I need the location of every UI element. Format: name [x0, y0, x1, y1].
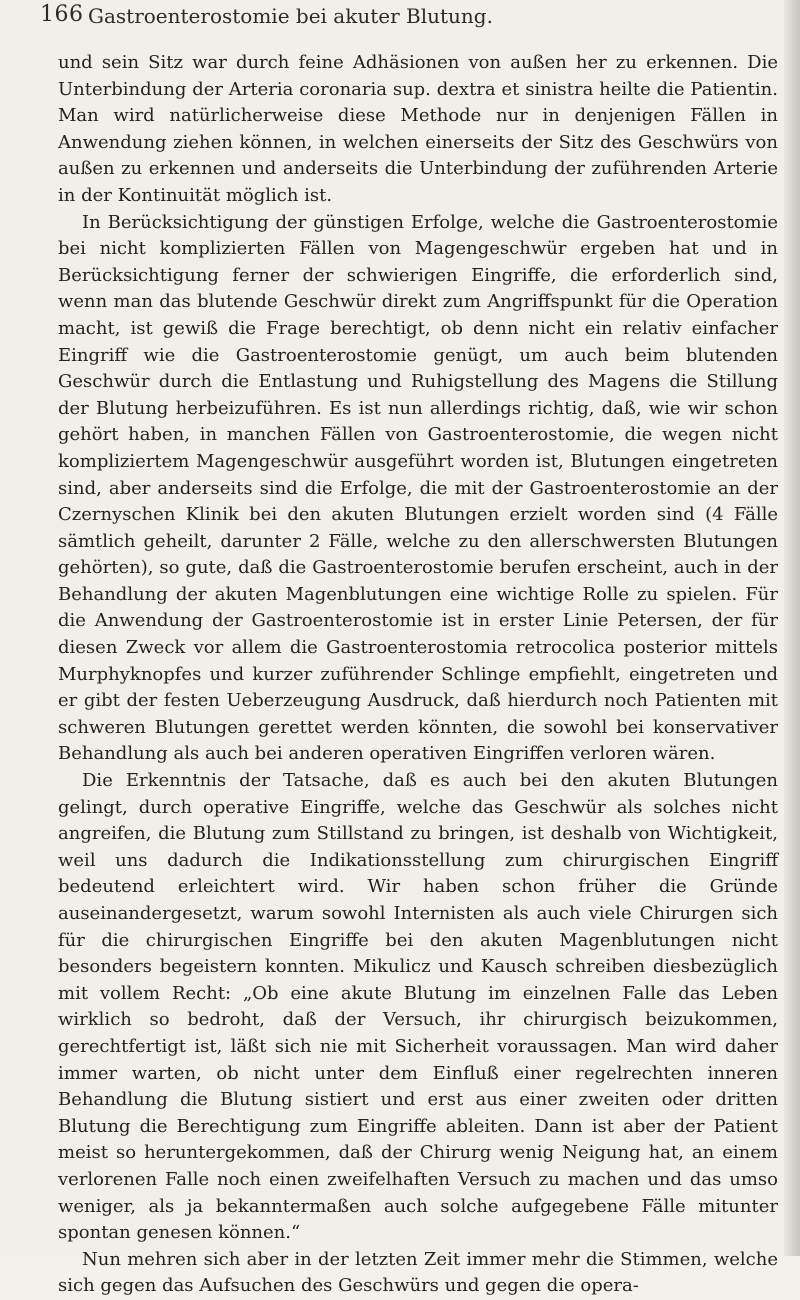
paragraph: und sein Sitz war durch feine Adhäsionen von außen her zu erkennen. Die Unterbindung der Arteria coronaria sup. dextra et sinistra heilte die Patientin. Man wird natürlicherweise diese Methode nur in denjenigen Fällen in Anwendung ziehen können, in welchen einerseits der Sitz des Geschwürs von außen zu erkennen und anderseits die Unterbindung der zuführenden Arterie in der Kontinuität möglich ist.: [58, 52, 778, 206]
running-title: Gastroenterostomie bei akuter Blutung.: [88, 4, 493, 28]
page-edge-shadow: [784, 0, 800, 1256]
paragraph: In Berücksichtigung der günstigen Erfolge, welche die Gastroenterostomie bei nicht komplizierten Fällen von Magengeschwür ergeben hat und in Berücksichtigung ferner der schwierigen Eingriffe, die erforderlich sind, wenn man das blutende Geschwür direkt zum Angriffspunkt für die Operation macht, ist gewiß die Frage berechtigt, ob denn nicht ein relativ einfacher Eingriff wie die Gastroenterostomie genügt, um auch beim blutenden Geschwür durch die Entlastung und Ruhigstellung des Magens die Stillung der Blutung herbeizuführen. Es ist nun allerdings richtig, daß, wie wir schon gehört haben, in manchen Fällen von Gastroenterostomie, die wegen nicht kompliziertem Magengeschwür ausgeführt worden ist, Blutungen eingetreten sind, aber anderseits sind die Erfolge, die mit der Gastroenterostomie an der Czernyschen Klinik bei den akuten Blutungen erzielt worden sind (4 Fälle sämtlich geheilt, darunter 2 Fälle, welche zu den allerschwersten Blutungen gehörten), so gute, daß die Gastroenterostomie berufen erscheint, auch in der Behandlung der akuten Magenblutungen eine wichtige Rolle zu spielen. Für die Anwendung der Gastroenterostomie ist in erster Linie Petersen, der für diesen Zweck vor allem die Gastroenterostomia retrocolica posterior mittels Murphyknopfes und kurzer zuführender Schlinge empfiehlt, eingetreten und er gibt der festen Ueberzeugung Ausdruck, daß hierdurch noch Patienten mit schweren Blutungen gerettet werden könnten, die sowohl bei konservativer Behandlung als auch bei anderen operativen Eingriffen verloren wären.: [58, 211, 778, 765]
paragraph: Die Erkenntnis der Tatsache, daß es auch bei den akuten Blutungen gelingt, durch operative Eingriffe, welche das Geschwür als solches nicht angreifen, die Blutung zum Stillstand zu bringen, ist deshalb von Wichtigkeit, weil uns dadurch die Indikationsstellung zum chirurgischen Eingriff bedeutend erleichtert wird. Wir haben schon früher die Gründe auseinandergesetzt, warum sowohl Internisten als auch viele Chirurgen sich für die chirurgischen Eingriffe bei den akuten Magenblutungen nicht besonders begeistern konnten. Mikulicz und Kausch schreiben diesbezüglich mit vollem Recht: „Ob eine akute Blutung im einzelnen Falle das Leben wirklich so bedroht, daß der Versuch, ihr chirurgisch beizukommen, gerechtfertigt ist, läßt sich nie mit Sicherheit voraussagen. Man wird daher immer warten, ob nicht unter dem Einfluß einer regelrechten inneren Behandlung die Blutung sistiert und erst aus einer zweiten oder dritten Blutung die Berechtigung zum Eingriffe ableiten. Dann ist aber der Patient meist so heruntergekommen, daß der Chirurg wenig Neigung hat, an einem verlorenen Falle noch einen zweifelhaften Versuch zu machen und das umso weniger, als ja bekanntermaßen auch solche aufgegebene Fälle mitunter spontan genesen können.“: [58, 770, 778, 1244]
page-header: [40, 2, 760, 38]
body-text: [58, 50, 778, 1300]
paragraph: Nun mehren sich aber in der letzten Zeit immer mehr die Stimmen, welche sich gegen das Aufsuchen des Geschwürs und gegen die opera-: [58, 1248, 778, 1297]
page-number: 166: [40, 2, 84, 27]
